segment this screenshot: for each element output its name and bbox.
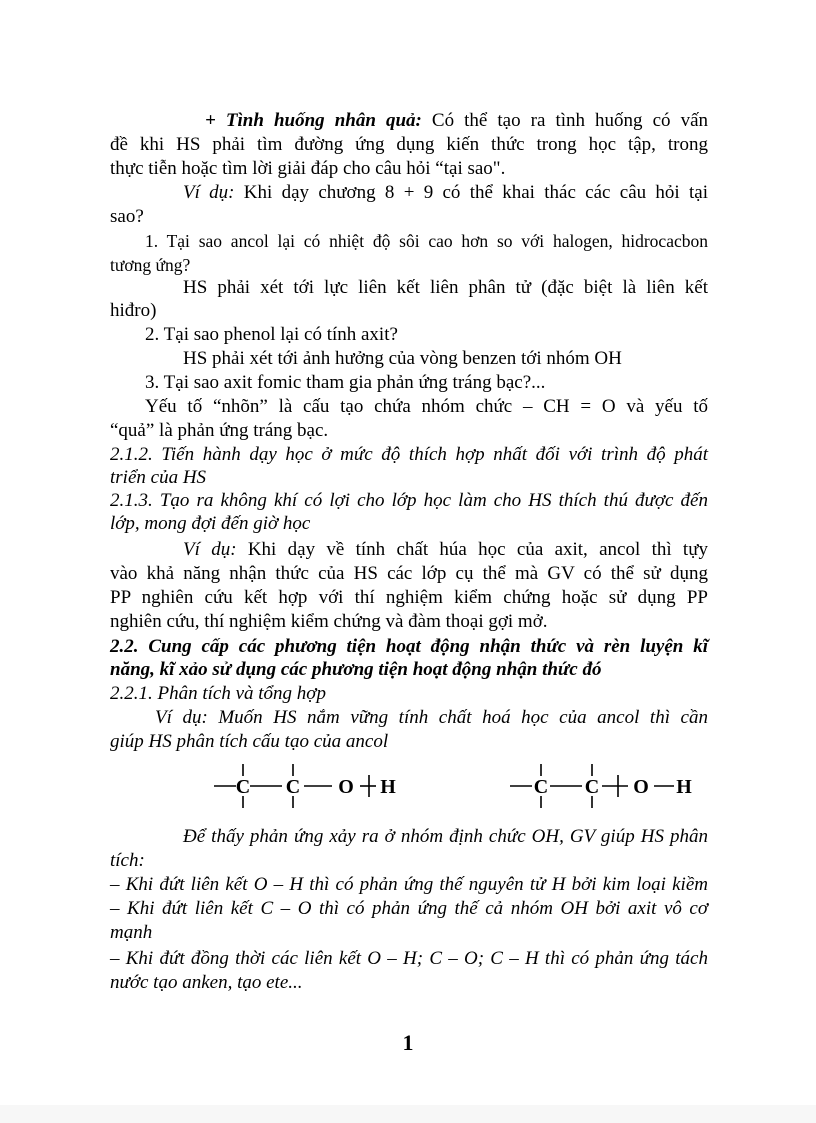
paragraph-line: giúp HS phân tích cấu tạo của ancol	[110, 731, 389, 752]
section-2-1-2-title: 2.1.2. Tiến hành dạy học ở mức độ thích hợp nhất đối với trình độ phát	[110, 444, 708, 465]
formula-atom-h: H	[380, 776, 396, 798]
analysis-bullet-2: – Khi đứt liên kết C – O thì có phản ứng thế cả nhóm OH bởi axit vô cơ	[110, 898, 708, 919]
question-3: 3. Tại sao axit fomic tham gia phản ứng tráng bạc?...	[145, 372, 546, 393]
analysis-bullet-3: – Khi đứt đồng thời các liên kết O – H; C – O; C – H thì có phản ứng tách	[110, 948, 708, 969]
page-number: 1	[402, 1030, 414, 1055]
analysis-intro: Để thấy phản ứng xảy ra ở nhóm định chức OH, GV giúp HS phân	[183, 826, 708, 847]
paragraph-causal-line1: + Tình huống nhân quả: Có thể tạo ra tình huống có vấn	[205, 110, 709, 131]
paragraph-line: vào khả năng nhận thức của HS các lớp cụ thể mà GV có thể sử dụng	[110, 563, 708, 584]
formula-atom-c: C	[533, 776, 549, 798]
cause-effect-line: Yếu tố “nhõn” là cấu tạo chứa nhóm chức – CH = O và yếu tố	[145, 396, 708, 417]
paragraph-line: thực tiễn hoặc tìm lời giải đáp cho câu hỏi “tại sao".	[110, 158, 506, 179]
example-line: Ví dụ: Khi dạy về tính chất húa học của axit, ancol thì tựy	[183, 539, 709, 560]
example-label: Ví dụ:	[183, 539, 237, 560]
paragraph-line: nghiên cứu, thí nghiệm kiểm chứng và đàm thoại gợi mở.	[110, 611, 548, 632]
question-2: 2. Tại sao phenol lại có tính axit?	[145, 324, 398, 345]
example-line: Ví dụ: Khi dạy chương 8 + 9 có thể khai thác các câu hỏi tại	[183, 182, 708, 203]
section-2-2-title: 2.2. Cung cấp các phương tiện hoạt động nhận thức và rèn luyện kĩ	[110, 636, 708, 657]
paragraph-line: tích:	[110, 850, 145, 871]
ancol-structure-formula-1	[208, 762, 428, 810]
answer-line: HS phải xét tới lực liên kết liên phân tử (đặc biệt là liên kết	[183, 277, 708, 298]
paragraph-line: PP nghiên cứu kết hợp với thí nghiệm kiểm chứng hoặc sử dụng PP	[110, 587, 708, 608]
example-line: Ví dụ: Muốn HS nắm vững tính chất hoá học của ancol thì cần	[155, 707, 708, 728]
ancol-structure-formula-2	[506, 762, 726, 810]
formula-atom-h: H	[676, 776, 692, 798]
section-2-2-title-cont: năng, kĩ xảo sử dụng các phương tiện hoạt động nhận thức đó	[110, 659, 602, 680]
question-1: 1. Tại sao ancol lại có nhiệt độ sôi cao hơn so với halogen, hidrocacbon	[145, 231, 708, 251]
analysis-bullet-1: – Khi đứt liên kết O – H thì có phản ứng thế nguyên tử H bởi kim loại kiềm	[110, 874, 708, 895]
paragraph-line: “quả” là phản ứng tráng bạc.	[110, 420, 329, 441]
formula-atom-o: O	[338, 776, 354, 798]
paragraph-line: hiđro)	[110, 300, 157, 321]
paragraph-line: sao?	[110, 206, 144, 227]
ancol-structure-diagram-2	[506, 762, 726, 810]
formula-atom-c: C	[285, 776, 301, 798]
paragraph-line: tương ứng?	[110, 255, 191, 275]
analysis-bullet-2-cont: mạnh	[110, 922, 153, 943]
formula-atom-c: C	[584, 776, 600, 798]
answer-line: HS phải xét tới ảnh hưởng của vòng benzen tới nhóm OH	[183, 348, 622, 369]
formula-atom-c: C	[235, 776, 251, 798]
analysis-bullet-3-cont: nước tạo anken, tạo ete...	[110, 972, 303, 993]
ancol-structure-diagram-1	[208, 762, 428, 810]
formula-atom-o: O	[633, 776, 649, 798]
example-label: Ví dụ:	[183, 182, 235, 203]
section-2-2-1-title: 2.2.1. Phân tích và tổng hợp	[110, 683, 326, 704]
page-bottom-edge	[0, 1105, 816, 1123]
causal-situation-heading: + Tình huống nhân quả:	[205, 110, 422, 131]
section-2-1-3-title-cont: lớp, mong đợi đến giờ học	[110, 513, 311, 534]
section-2-1-3-title: 2.1.3. Tạo ra không khí có lợi cho lớp học làm cho HS thích thú được đến	[110, 490, 708, 511]
paragraph-line: đề khi HS phải tìm đường ứng dụng kiến thức trong học tập, trong	[110, 134, 708, 155]
section-2-1-2-title-cont: triển của HS	[110, 467, 207, 488]
